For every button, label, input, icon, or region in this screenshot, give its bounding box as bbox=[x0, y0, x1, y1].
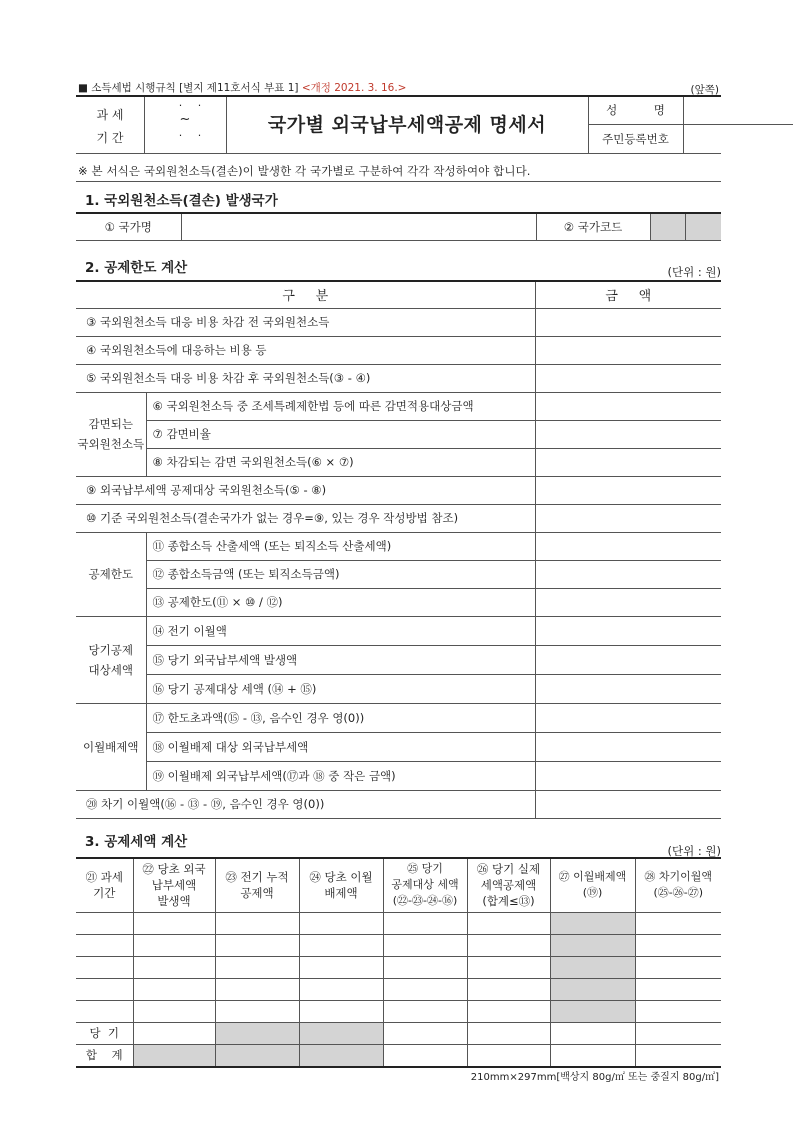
row-16-label: ⑯ 당기 공제대상 세액 (⑭ + ⑮) bbox=[146, 674, 535, 703]
row-4-amount[interactable] bbox=[535, 336, 721, 364]
row-7-amount[interactable] bbox=[535, 420, 721, 448]
row-3-label: ③ 국외원천소득 대응 비용 차감 전 국외원천소득 bbox=[76, 308, 535, 336]
current-label: 당 기 bbox=[76, 1022, 133, 1044]
header-original-foreign-tax: ㉒ 당초 외국 납부세액 발생액 bbox=[133, 858, 215, 912]
row-5-label: ⑤ 국외원천소득 대응 비용 차감 후 국외원천소득(③ - ④) bbox=[76, 364, 535, 392]
section-1-table bbox=[76, 212, 721, 241]
cell-shaded bbox=[550, 956, 635, 978]
cell-period[interactable] bbox=[76, 978, 133, 1000]
cell[interactable] bbox=[215, 912, 299, 934]
section-2-title: 2. 공제한도 계산 bbox=[85, 260, 188, 276]
cell[interactable] bbox=[467, 1044, 550, 1067]
instruction-note: ※ 본 서식은 국외원천소득(결손)이 발생한 각 국가별로 구분하여 각각 작성하여야 합니다. bbox=[78, 164, 531, 178]
group-reduced-label: 감면되는 국외원천소득 bbox=[76, 392, 146, 476]
row-18-amount[interactable] bbox=[535, 732, 721, 761]
cell[interactable] bbox=[635, 1044, 721, 1067]
cell[interactable] bbox=[467, 956, 550, 978]
table-row bbox=[76, 912, 721, 934]
table-row bbox=[76, 978, 721, 1000]
period-tilde: ~ bbox=[179, 112, 191, 127]
cell[interactable] bbox=[383, 978, 467, 1000]
cell[interactable] bbox=[635, 934, 721, 956]
cell[interactable] bbox=[635, 956, 721, 978]
cell[interactable] bbox=[215, 956, 299, 978]
cell-shaded bbox=[550, 912, 635, 934]
cell[interactable] bbox=[383, 1022, 467, 1044]
table-row bbox=[76, 1000, 721, 1022]
tax-period-input[interactable] bbox=[144, 97, 227, 153]
row-19-label: ⑲ 이월배제 외국납부세액(⑰과 ⑱ 중 작은 금액) bbox=[146, 761, 535, 790]
cell[interactable] bbox=[133, 912, 215, 934]
row-14-label: ⑭ 전기 이월액 bbox=[146, 616, 535, 645]
cell-shaded bbox=[550, 978, 635, 1000]
paper-spec: 210mm×297mm[백상지 80g/㎡ 또는 중질지 80g/㎡] bbox=[470, 1072, 719, 1083]
cell[interactable] bbox=[299, 978, 383, 1000]
row-9-amount[interactable] bbox=[535, 476, 721, 504]
cell[interactable] bbox=[215, 1000, 299, 1022]
row-4-label: ④ 국외원천소득에 대응하는 비용 등 bbox=[76, 336, 535, 364]
cell-period[interactable] bbox=[76, 1000, 133, 1022]
group-current-label: 당기공제 대상세액 bbox=[76, 616, 146, 703]
section-3-table bbox=[76, 857, 721, 1068]
period-label-2: 기 간 bbox=[96, 131, 124, 145]
cell[interactable] bbox=[299, 956, 383, 978]
total-label: 합 계 bbox=[76, 1044, 133, 1067]
table-row bbox=[76, 934, 721, 956]
row-18-label: ⑱ 이월배제 대상 외국납부세액 bbox=[146, 732, 535, 761]
cell-shaded bbox=[550, 1000, 635, 1022]
group-limit-label: 공제한도 bbox=[76, 532, 146, 616]
cell[interactable] bbox=[467, 912, 550, 934]
period-label-1: 과 세 bbox=[96, 108, 124, 122]
country-code-box-1[interactable] bbox=[650, 213, 685, 240]
cell[interactable] bbox=[133, 1022, 215, 1044]
col-category-header: 구 분 bbox=[76, 281, 535, 308]
law-reference bbox=[78, 80, 406, 95]
cell[interactable] bbox=[467, 1022, 550, 1044]
name-label: 성 명 bbox=[588, 97, 684, 125]
header-tax-period: ㉑ 과세 기간 bbox=[76, 858, 133, 912]
header-next-carryforward: ㉘ 차기이월액 (㉕-㉖-㉗) bbox=[635, 858, 721, 912]
name-field[interactable] bbox=[683, 97, 793, 125]
row-14-amount[interactable] bbox=[535, 616, 721, 645]
country-name-label: ① 국가명 bbox=[76, 213, 181, 240]
cell[interactable] bbox=[133, 934, 215, 956]
row-3-amount[interactable] bbox=[535, 308, 721, 336]
title-box bbox=[76, 95, 721, 154]
header-current-credit-target: ㉕ 당기 공제대상 세액 (㉒-㉓-㉔-⑯) bbox=[383, 858, 467, 912]
row-9-label: ⑨ 외국납부세액 공제대상 국외원천소득(⑤ - ⑧) bbox=[76, 476, 535, 504]
personal-info bbox=[588, 97, 721, 153]
period-start-dots: · · bbox=[178, 99, 208, 112]
row-7-label: ⑦ 감면비율 bbox=[146, 420, 535, 448]
header-prior-cumulative-credit: ㉓ 전기 누적 공제액 bbox=[215, 858, 299, 912]
row-20-label: ⑳ 차기 이월액(⑯ - ⑬ - ⑲, 음수인 경우 영(0)) bbox=[76, 790, 535, 818]
cell[interactable] bbox=[635, 1022, 721, 1044]
cell-shaded bbox=[299, 1044, 383, 1067]
row-17-amount[interactable] bbox=[535, 703, 721, 732]
cell[interactable] bbox=[467, 978, 550, 1000]
row-12-amount[interactable] bbox=[535, 560, 721, 588]
divider bbox=[76, 181, 721, 182]
tax-period-label bbox=[76, 97, 145, 153]
cell[interactable] bbox=[383, 1044, 467, 1067]
row-13-label: ⑬ 공제한도(⑪ × ⑩ / ⑫) bbox=[146, 588, 535, 616]
row-13-amount[interactable] bbox=[535, 588, 721, 616]
page-side: (앞쪽) bbox=[690, 84, 719, 96]
section-3-unit: (단위 : 원) bbox=[667, 844, 721, 858]
row-19-amount[interactable] bbox=[535, 761, 721, 790]
form-title: 국가별 외국납부세액공제 명세서 bbox=[226, 97, 589, 153]
cell-period[interactable] bbox=[76, 956, 133, 978]
cell[interactable] bbox=[215, 978, 299, 1000]
cell[interactable] bbox=[133, 956, 215, 978]
header-original-carry-excluded: ㉔ 당초 이월 배제액 bbox=[299, 858, 383, 912]
cell[interactable] bbox=[215, 934, 299, 956]
amendment-date: <개정 2021. 3. 16.> bbox=[301, 82, 407, 94]
cell[interactable] bbox=[635, 912, 721, 934]
row-15-amount[interactable] bbox=[535, 645, 721, 674]
total-row bbox=[76, 1044, 721, 1067]
cell-shaded bbox=[215, 1022, 299, 1044]
cell[interactable] bbox=[467, 934, 550, 956]
cell-shaded bbox=[299, 1022, 383, 1044]
row-12-label: ⑫ 종합소득금액 (또는 퇴직소득금액) bbox=[146, 560, 535, 588]
row-6-amount[interactable] bbox=[535, 392, 721, 420]
row-15-label: ⑮ 당기 외국납부세액 발생액 bbox=[146, 645, 535, 674]
row-6-label: ⑥ 국외원천소득 중 조세특례제한법 등에 따른 감면적용대상금액 bbox=[146, 392, 535, 420]
resident-id-label: 주민등록번호 bbox=[588, 125, 684, 153]
cell[interactable] bbox=[299, 912, 383, 934]
table-row bbox=[76, 956, 721, 978]
row-10-amount[interactable] bbox=[535, 504, 721, 532]
country-name-field[interactable] bbox=[181, 213, 536, 240]
resident-id-field[interactable] bbox=[683, 125, 793, 153]
period-end-dots: · · bbox=[178, 129, 208, 142]
header-carry-excluded: ㉗ 이월배제액 (⑲) bbox=[550, 858, 635, 912]
cell[interactable] bbox=[467, 1000, 550, 1022]
row-5-amount[interactable] bbox=[535, 364, 721, 392]
cell-shaded bbox=[215, 1044, 299, 1067]
cell[interactable] bbox=[383, 912, 467, 934]
cell[interactable] bbox=[550, 1044, 635, 1067]
row-8-label: ⑧ 차감되는 감면 국외원천소득(⑥ × ⑦) bbox=[146, 448, 535, 476]
row-17-label: ⑰ 한도초과액(⑮ - ⑬, 음수인 경우 영(0)) bbox=[146, 703, 535, 732]
cell[interactable] bbox=[635, 978, 721, 1000]
row-11-label: ⑪ 종합소득 산출세액 (또는 퇴직소득 산출세액) bbox=[146, 532, 535, 560]
row-8-amount[interactable] bbox=[535, 448, 721, 476]
law-ref-text: ■ 소득세법 시행규칙 [별지 제11호서식 부표 1] bbox=[78, 82, 299, 94]
cell[interactable] bbox=[635, 1000, 721, 1022]
section-2-unit: (단위 : 원) bbox=[667, 265, 721, 279]
cell-period[interactable] bbox=[76, 934, 133, 956]
section-3-title: 3. 공제세액 계산 bbox=[85, 834, 188, 850]
cell-shaded bbox=[133, 1044, 215, 1067]
cell[interactable] bbox=[550, 1022, 635, 1044]
header-current-actual-credit: ㉖ 당기 실제 세액공제액 (합계≤⑬) bbox=[467, 858, 550, 912]
cell[interactable] bbox=[383, 956, 467, 978]
country-code-box-2[interactable] bbox=[685, 213, 721, 240]
cell-period[interactable] bbox=[76, 912, 133, 934]
cell[interactable] bbox=[133, 978, 215, 1000]
cell[interactable] bbox=[383, 934, 467, 956]
col-amount-header: 금 액 bbox=[535, 281, 721, 308]
row-10-label: ⑩ 기준 국외원천소득(결손국가가 없는 경우=⑨, 있는 경우 작성방법 참조) bbox=[76, 504, 535, 532]
cell[interactable] bbox=[299, 934, 383, 956]
section-1-title: 1. 국외원천소득(결손) 발생국가 bbox=[85, 193, 278, 209]
cell[interactable] bbox=[133, 1000, 215, 1022]
section-2-table bbox=[76, 280, 721, 819]
row-16-amount[interactable] bbox=[535, 674, 721, 703]
cell[interactable] bbox=[299, 1000, 383, 1022]
cell[interactable] bbox=[383, 1000, 467, 1022]
country-code-label: ② 국가코드 bbox=[536, 213, 650, 240]
cell-shaded bbox=[550, 934, 635, 956]
current-row bbox=[76, 1022, 721, 1044]
group-carry-label: 이월배제액 bbox=[76, 703, 146, 790]
row-20-amount[interactable] bbox=[535, 790, 721, 818]
row-11-amount[interactable] bbox=[535, 532, 721, 560]
